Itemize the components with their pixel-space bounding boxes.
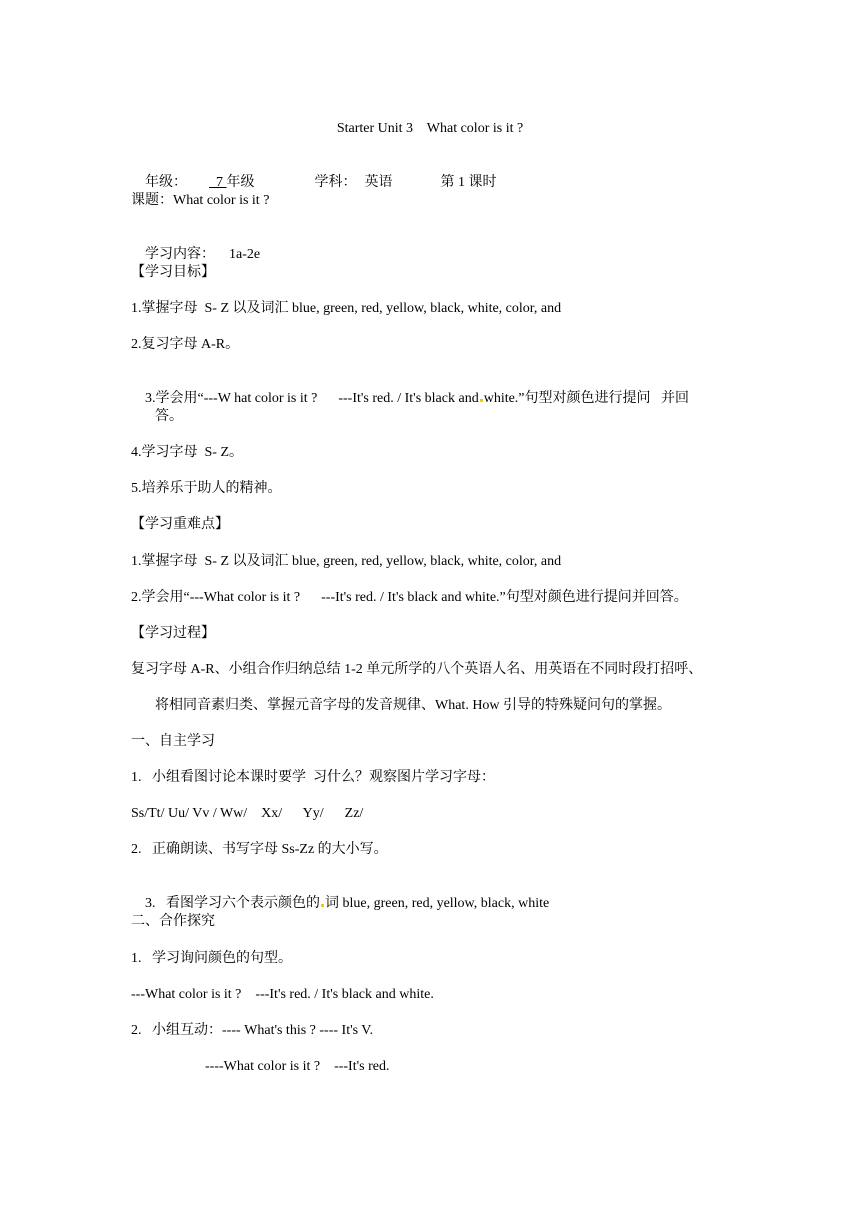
subject-label: 学科：	[314, 175, 357, 190]
period: 第 1 课时	[440, 175, 497, 190]
highlight-mark	[480, 399, 483, 402]
part1-item: 3. 看图学习六个表示颜色的 词 blue, green, red, yellow, black, white	[145, 896, 550, 911]
meta-line	[131, 156, 497, 190]
subject-value: 英语	[364, 175, 393, 190]
goal-item: 3.学会用“---W hat color is it ? ---It's red. / It's black and white.”句型对颜色进行提问 并回	[145, 391, 690, 406]
topic-line: 课题：What color is it ?	[131, 193, 270, 208]
letters-line: Ss/Tt/ Uu/ Vv / Ww/ Xx/ Yy/ Zz/	[131, 806, 364, 821]
goal-item: 1.掌握字母 S- Z 以及词汇 blue, green, red, yellow, black, white, color, and	[131, 301, 562, 316]
grade-suffix: 年级	[226, 175, 255, 190]
key-point-item: 2.学会用“---What color is it ? ---It's red. / It's black and white.”句型对颜色进行提问并回答。	[131, 590, 688, 605]
goal-item: 2.复习字母 A-R。	[131, 337, 240, 352]
part2-heading: 二、合作探究	[131, 914, 215, 929]
content-label: 学习内容：	[145, 247, 215, 262]
part1-item: 1. 小组看图讨论本课时要学 习什么？观察图片学习字母：	[131, 770, 495, 785]
part2-item: 1. 学习询问颜色的句型。	[131, 951, 292, 966]
content-value: 1a-2e	[229, 247, 261, 262]
process-intro-line: 复习字母 A-R、小组合作归纳总结 1-2 单元所学的八个英语人名、用英语在不同时段打招呼、	[131, 662, 703, 677]
goal-item-continuation: 答。	[155, 409, 183, 424]
goal-item: 4.学习字母 S- Z。	[131, 445, 243, 460]
grade-label: 年级：	[145, 175, 187, 190]
section-key-heading: 【学习重难点】	[131, 517, 229, 532]
part2-item: 2. 小组互动：---- What's this ? ---- It's V.	[131, 1023, 374, 1038]
document-title: Starter Unit 3 What color is it ?	[336, 121, 524, 136]
goal-item: 5.培养乐于助人的精神。	[131, 481, 282, 496]
section-goals-heading: 【学习目标】	[131, 265, 215, 280]
dialogue-line: ----What color is it ? ---It's red.	[205, 1059, 390, 1074]
grade-value: 7	[216, 175, 223, 190]
key-point-item: 1.掌握字母 S- Z 以及词汇 blue, green, red, yellow, black, white, color, and	[131, 554, 562, 569]
dialogue-line: ---What color is it ? ---It's red. / It's black and white.	[131, 987, 434, 1002]
part1-item: 2. 正确朗读、书写字母 Ss-Zz 的大小写。	[131, 842, 388, 857]
part1-heading: 一、自主学习	[131, 734, 215, 749]
process-intro-line: 将相同音素归类、掌握元音字母的发音规律、What. How 引导的特殊疑问句的掌握。	[155, 698, 672, 713]
content-line	[131, 228, 261, 262]
section-process-heading: 【学习过程】	[131, 626, 215, 641]
highlight-mark	[321, 904, 324, 907]
